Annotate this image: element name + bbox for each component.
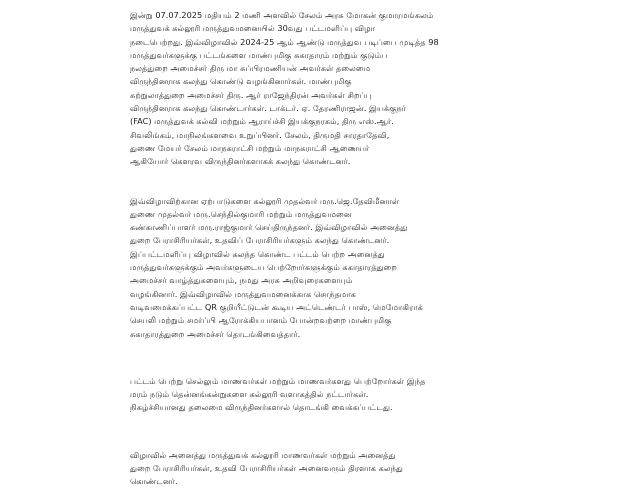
paragraph-organizers: இவ்விழாவிற்கான ஏற்பாடுகளை கல்லூரி முதல்வர் மரு.ஜெ.தேவிமீனாள் துணை முதல்வர் மரு.செந்தில்குமாரி மற்றும் மருத்துவமனை கண்காணிப்பாளர் மரு.ராஜ்குமார் செய்திருந்தனர். இவ்விழாவில் அனைத்து துறை பேராசிரியர்கள், உதவிப் பேராசிரியர்களும் கலந்து கொண்டனர். இப்பட்டமளிப்பு விழாவில் கலந்த கொண்ட பட்டம் பெற்ற அனைத்து மருத்துவர்களுக்கும் அவர்களுடைய பெற்றோர்களுக்கும் சுகாதாரத்துறை அமைச்சர் வாழ்த்துகளையும், நமது அரசு அறிவுரைகளையும் வழங்கினார். இவ்விழாவில் மருத்துவமனைக்காக சொந்தமாக வடிவமைக்கப்பட்ட QR குறியீட்டுடன் கூடிய அட்டெண்டர் பாஸ், மெமோகிராக் செயலி மற்றும் சமர்ப்பி ஆரோக்கியபானம் போன்றவற்றை மாண்புமிகு சுகாதாரத்துறை அமைச்சர் தொடங்கிவைத்தார். (130, 195, 423, 339)
paragraph-ceremony-details: இன்று 07.07.2025 மதியம் 2 மணி அளவில் சேலம் அரசு மோகன் குமாரமங்கலம் மருத்துவக் கல்லூரி மருத்துவமனையில் 30வது பட்டமளிப்பு விழா நடைபெற்றது. இவ்விழாவில் 2024-25 ஆம் ஆண்டு மருத்துவ படிப்பை முடித்த 98 மருத்துவர்களுக்கு பட்டங்களை மாண்புமிகு சுகாதாரம் மற்றும் குடும்ப நலத்துறை அமைச்சர் திரு மா சுப்பிரமணியன் அவர்கள் தலைமை விருந்தினராக கலந்து கொண்டு வழங்கினார்கள். மாண்புமிகு சுற்றுலாத்துறை அமைச்சர் திரு. ஆர் ராஜேந்திரன் அவர்கள் சிறப்பு விருந்தினராக கலந்து கொண்டார்கள். டாக்டர். ஏ. தேரணிராஜன். இயக்குநர் (FAC) மருத்துவக் கல்வி மற்றும் ஆராய்ச்சி இயக்குநரகம், திரு எஸ்.ஆர். சிவலிங்கம், மாநிலங்களவை உறுப்பினர். சேலம், திருமதி சாரதாதேவி, துணை மேயர் சேலம் மாநகராட்சி மற்றும் மாநகராட்சி ஆணையர் ஆகியோர் கௌரவ விருந்தினர்களாகக் கலந்து கொண்டனர். (130, 10, 439, 167)
paragraph-attendance: விழாவில் அனைத்து மருத்துவக் கல்லூரி மாணவர்கள் மற்றும் அனைத்து துறை பேராசிரியர்கள், உதவி பேராசிரியர்கள் அனைவரும் திரளாக கலந்து கொண்டனர். (130, 449, 404, 487)
paragraph-tree-planting: பட்டம் பெற்று செல்லும் மாணவர்கள் மற்றும் மாணவர்களது பெற்றோர்கள் இந்த மரம் நடும் தென்னங்கன்றுகளை கல்லூரி வளாகத்தில் நட்டார்கள். நிகழ்ச்சியானது தலைமை விருந்தினர்களால் தொடங்கி வைக்கப்பட்டது. (130, 375, 426, 413)
document-body (130, 9, 512, 489)
